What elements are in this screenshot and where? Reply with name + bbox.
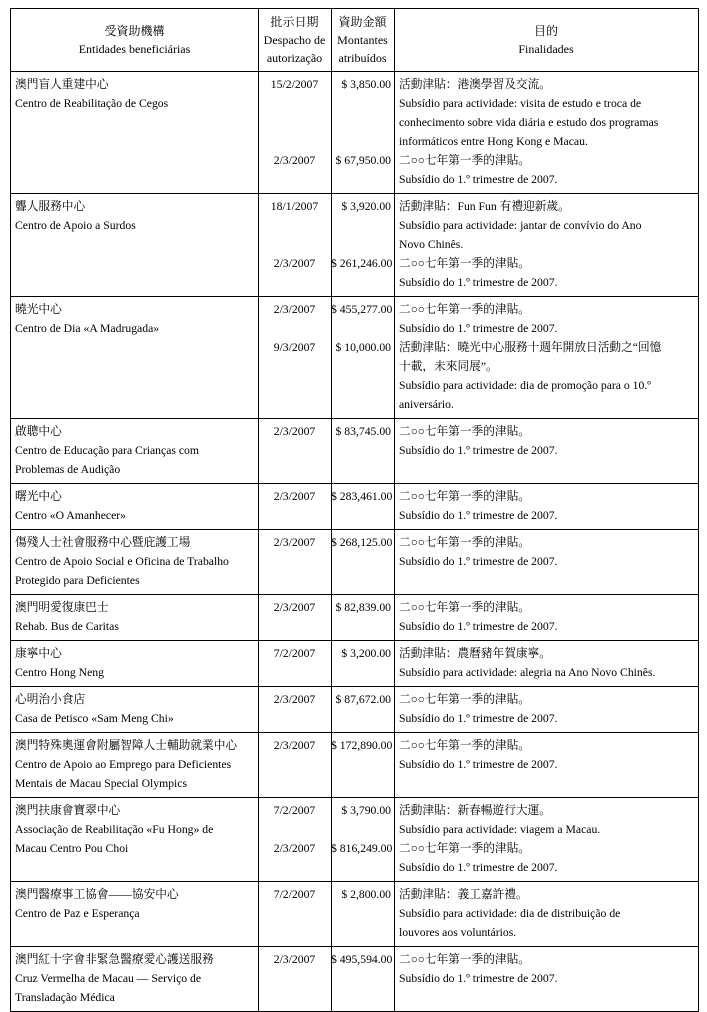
header-amounts <box>331 13 394 67</box>
authorization-date: 2/3/2007 <box>273 842 316 855</box>
date-cell <box>258 422 331 479</box>
purpose-cell <box>394 839 698 877</box>
authorization-date: 2/3/2007 <box>273 536 316 549</box>
purpose-line: Subsídio para actividade: dia de distribuição de <box>399 907 621 920</box>
date-cell <box>258 736 331 793</box>
purpose-cell <box>394 885 698 942</box>
entity-cell <box>11 690 258 728</box>
date-cell <box>258 644 331 682</box>
purpose-cell <box>394 801 698 839</box>
entity-name-line: 澳門盲人重建中心 <box>15 78 109 91</box>
authorization-date: 18/1/2007 <box>270 200 319 213</box>
authorization-date: 7/2/2007 <box>273 647 316 660</box>
purpose-line: Subsídio do 1.º trimestre de 2007. <box>399 620 558 633</box>
amount-cell <box>331 197 394 254</box>
date-cell <box>258 254 331 292</box>
entity-name-line: 澳門明愛復康巴士 <box>15 601 109 614</box>
table-header <box>11 9 698 72</box>
header-line: atribuídos <box>338 51 387 65</box>
entity-name-line: Protegido para Deficientes <box>15 574 140 587</box>
amount-value: $ 283,461.00 <box>331 490 393 503</box>
entity-name-line: 曉光中心 <box>15 303 62 316</box>
purpose-line: 活動津貼：農曆豬年賀康寧。 <box>399 647 551 660</box>
amount-cell <box>331 839 394 877</box>
purpose-cell <box>394 487 698 525</box>
table-row <box>11 687 698 733</box>
header-line: 批示日期 <box>270 15 319 29</box>
entity-name-line: Centro de Paz e Esperança <box>15 907 140 920</box>
entity-cell <box>11 801 258 877</box>
authorization-date: 7/2/2007 <box>273 888 316 901</box>
purpose-line: 二○○七年第一季的津貼。 <box>399 693 530 706</box>
amount-value: $ 82,839.00 <box>335 601 391 614</box>
date-cell <box>258 885 331 942</box>
purpose-line: 二○○七年第一季的津貼。 <box>399 425 530 438</box>
entity-name-line: Centro de Educação para Crianças com <box>15 444 199 457</box>
amount-cell <box>331 75 394 151</box>
entity-cell <box>11 487 258 525</box>
purpose-line: conhecimento sobre vida diária e estudo dos programas <box>399 116 659 129</box>
amount-value: $ 10,000.00 <box>335 341 391 354</box>
table-row <box>11 484 698 530</box>
entity-cell <box>11 422 258 479</box>
header-line: 目的 <box>533 24 558 38</box>
amount-cell <box>331 300 394 338</box>
purpose-line: Subsídio do 1.º trimestre de 2007. <box>399 444 558 457</box>
purpose-line: 活動津貼：新春暢遊行大運。 <box>399 804 551 817</box>
amount-value: $ 455,277.00 <box>331 303 393 316</box>
amount-cell <box>331 151 394 189</box>
header-authorization-date <box>258 13 331 67</box>
entity-cell <box>11 644 258 682</box>
amount-value: $ 3,920.00 <box>341 200 391 213</box>
table-row <box>11 882 698 947</box>
purpose-line: informáticos entre Hong Kong e Macau. <box>399 135 588 148</box>
amount-cell <box>331 690 394 728</box>
purpose-line: 活動津貼：港澳學習及交流。 <box>399 78 551 91</box>
purpose-line: Subsídio do 1.º trimestre de 2007. <box>399 555 558 568</box>
purpose-line: aniversário. <box>399 398 454 411</box>
purpose-line: 二○○七年第一季的津貼。 <box>399 953 530 966</box>
header-line: Finalidades <box>518 42 574 56</box>
authorization-date: 2/3/2007 <box>273 154 316 167</box>
amount-value: $ 172,890.00 <box>331 739 393 752</box>
authorization-date: 2/3/2007 <box>273 425 316 438</box>
purpose-line: 二○○七年第一季的津貼。 <box>399 842 530 855</box>
purpose-line: Subsídio do 1.º trimestre de 2007. <box>399 861 558 874</box>
purpose-line: Subsídio para actividade: dia de promoção para o 10.º <box>399 379 651 392</box>
date-cell <box>258 533 331 590</box>
purpose-line: 二○○七年第一季的津貼。 <box>399 257 530 270</box>
entity-name-line: 澳門扶康會寶翠中心 <box>15 804 121 817</box>
entity-name-line: Cruz Vermelha de Macau — Serviço de <box>15 972 202 985</box>
purpose-line: Subsídio para actividade: visita de estudo e troca de <box>399 97 642 110</box>
entity-cell <box>11 598 258 636</box>
amount-cell <box>331 801 394 839</box>
purpose-line: louvores aos voluntários. <box>399 926 517 939</box>
purpose-line: Subsídio do 1.º trimestre de 2007. <box>399 322 558 335</box>
entity-name-line: Macau Centro Pou Choi <box>15 842 129 855</box>
purpose-cell <box>394 690 698 728</box>
purpose-line: 活動津貼：曉光中心服務十週年開放日活動之“回憶 <box>399 341 662 354</box>
entity-cell <box>11 300 258 414</box>
date-cell <box>258 300 331 338</box>
entity-name-line: Centro de Reabilitação de Cegos <box>15 97 169 110</box>
amount-value: $ 87,672.00 <box>335 693 391 706</box>
entity-name-line: Rehab. Bus de Caritas <box>15 620 119 633</box>
amount-cell <box>331 254 394 292</box>
entity-name-line: Centro de Apoio ao Emprego para Deficientes <box>15 758 232 771</box>
authorization-date: 2/3/2007 <box>273 601 316 614</box>
amount-value: $ 816,249.00 <box>331 842 393 855</box>
purpose-line: 活動津貼：Fun Fun 有禮迎新歲。 <box>399 200 570 213</box>
date-cell <box>258 801 331 839</box>
date-cell <box>258 75 331 151</box>
entity-name-line: Associação de Reabilitação «Fu Hong» de <box>15 823 214 836</box>
purpose-cell <box>394 950 698 1007</box>
authorization-date: 2/3/2007 <box>273 303 316 316</box>
entity-cell <box>11 197 258 292</box>
authorization-date: 2/3/2007 <box>273 490 316 503</box>
purpose-line: 二○○七年第一季的津貼。 <box>399 303 530 316</box>
purpose-cell <box>394 151 698 189</box>
header-line: Montantes <box>337 33 388 47</box>
purpose-cell <box>394 75 698 151</box>
purpose-line: 二○○七年第一季的津貼。 <box>399 739 530 752</box>
date-cell <box>258 690 331 728</box>
entity-cell <box>11 75 258 189</box>
purpose-line: Novo Chinês. <box>399 238 464 251</box>
entity-name-line: Centro de Dia «A Madrugada» <box>15 322 160 335</box>
table-row <box>11 419 698 484</box>
authorization-date: 9/3/2007 <box>273 341 316 354</box>
entity-name-line: Centro de Apoio Social e Oficina de Trabalho <box>15 555 229 568</box>
amount-value: $ 3,200.00 <box>341 647 391 660</box>
table-row <box>11 798 698 882</box>
header-line: 資助金額 <box>338 15 387 29</box>
amount-value: $ 3,790.00 <box>341 804 391 817</box>
header-entities <box>11 13 258 67</box>
entity-name-line: Centro Hong Neng <box>15 666 104 679</box>
purpose-line: 十載，未來同展”。 <box>399 360 498 373</box>
entity-name-line: 澳門醫療事工協會——協安中心 <box>15 888 179 901</box>
table-row <box>11 947 698 1011</box>
purpose-cell <box>394 736 698 793</box>
table-row <box>11 595 698 641</box>
purpose-cell <box>394 598 698 636</box>
amount-value: $ 2,800.00 <box>341 888 391 901</box>
purpose-line: Subsídio para actividade: jantar de convívio do Ano <box>399 219 642 232</box>
entity-name-line: 曙光中心 <box>15 490 62 503</box>
table-row <box>11 72 698 194</box>
purpose-cell <box>394 644 698 682</box>
table-row <box>11 733 698 798</box>
header-line: 受資助機構 <box>104 24 165 38</box>
date-cell <box>258 197 331 254</box>
entity-name-line: Centro «O Amanhecer» <box>15 509 126 522</box>
header-line: autorização <box>266 51 323 65</box>
purpose-line: 二○○七年第一季的津貼。 <box>399 536 530 549</box>
purpose-cell <box>394 197 698 254</box>
entity-cell <box>11 950 258 1007</box>
purpose-line: 二○○七年第一季的津貼。 <box>399 601 530 614</box>
amount-cell <box>331 598 394 636</box>
purpose-line: Subsídio do 1.º trimestre de 2007. <box>399 758 558 771</box>
entity-name-line: Centro de Apoio a Surdos <box>15 219 136 232</box>
amount-cell <box>331 422 394 479</box>
date-cell <box>258 950 331 1007</box>
table-row <box>11 297 698 419</box>
purpose-line: Subsídio do 1.º trimestre de 2007. <box>399 276 558 289</box>
amount-cell <box>331 487 394 525</box>
authorization-date: 15/2/2007 <box>270 78 319 91</box>
purpose-cell <box>394 533 698 590</box>
entity-name-line: Transladação Médica <box>15 991 115 1004</box>
amount-cell <box>331 736 394 793</box>
authorization-date: 2/3/2007 <box>273 693 316 706</box>
date-cell <box>258 487 331 525</box>
amount-value: $ 3,850.00 <box>341 78 391 91</box>
authorization-date: 2/3/2007 <box>273 739 316 752</box>
authorization-date: 2/3/2007 <box>273 257 316 270</box>
purpose-line: Subsídio para actividade: alegria na Ano Novo Chinês. <box>399 666 656 679</box>
date-cell <box>258 598 331 636</box>
entity-name-line: Casa de Petisco «Sam Meng Chi» <box>15 712 174 725</box>
amount-cell <box>331 533 394 590</box>
date-cell <box>258 338 331 414</box>
purpose-line: Subsídio do 1.º trimestre de 2007. <box>399 712 558 725</box>
purpose-line: 二○○七年第一季的津貼。 <box>399 490 530 503</box>
entity-name-line: 啟聰中心 <box>15 425 62 438</box>
date-cell <box>258 151 331 189</box>
entity-cell <box>11 885 258 942</box>
purpose-line: Subsídio do 1.º trimestre de 2007. <box>399 173 558 186</box>
table-row <box>11 530 698 595</box>
authorization-date: 2/3/2007 <box>273 953 316 966</box>
purpose-cell <box>394 300 698 338</box>
entity-name-line: Problemas de Audição <box>15 463 121 476</box>
purpose-line: Subsídio do 1.º trimestre de 2007. <box>399 972 558 985</box>
purpose-line: 活動津貼：義工嘉許禮。 <box>399 888 528 901</box>
amount-cell <box>331 950 394 1007</box>
header-line: Despacho de <box>263 33 326 47</box>
header-purposes <box>394 13 698 67</box>
purpose-cell <box>394 254 698 292</box>
purpose-cell <box>394 422 698 479</box>
date-cell <box>258 839 331 877</box>
purpose-cell <box>394 338 698 414</box>
amount-value: $ 495,594.00 <box>331 953 393 966</box>
purpose-line: 二○○七年第一季的津貼。 <box>399 154 530 167</box>
purpose-line: Subsídio do 1.º trimestre de 2007. <box>399 509 558 522</box>
table-row <box>11 194 698 297</box>
authorization-date: 7/2/2007 <box>273 804 316 817</box>
amount-value: $ 261,246.00 <box>331 257 393 270</box>
entity-name-line: 澳門特殊奧運會附屬智障人士輔助就業中心 <box>15 739 238 752</box>
amount-cell <box>331 644 394 682</box>
amount-value: $ 268,125.00 <box>331 536 393 549</box>
entity-name-line: Mentais de Macau Special Olympics <box>15 777 188 790</box>
entity-cell <box>11 736 258 793</box>
amount-value: $ 83,745.00 <box>335 425 391 438</box>
entity-name-line: 聾人服務中心 <box>15 200 86 213</box>
header-line: Entidades beneficiárias <box>78 42 191 56</box>
entity-cell <box>11 533 258 590</box>
amount-cell <box>331 885 394 942</box>
entity-name-line: 傷殘人士社會服務中心暨庇護工場 <box>15 536 191 549</box>
purpose-line: Subsídio para actividade: viagem a Macau. <box>399 823 601 836</box>
amount-cell <box>331 338 394 414</box>
entity-name-line: 心明治小食店 <box>15 693 86 706</box>
table-row <box>11 641 698 687</box>
amount-value: $ 67,950.00 <box>335 154 391 167</box>
entity-name-line: 澳門紅十字會非緊急醫療愛心護送服務 <box>15 953 214 966</box>
entity-name-line: 康寧中心 <box>15 647 62 660</box>
subsidy-table <box>10 8 699 1012</box>
